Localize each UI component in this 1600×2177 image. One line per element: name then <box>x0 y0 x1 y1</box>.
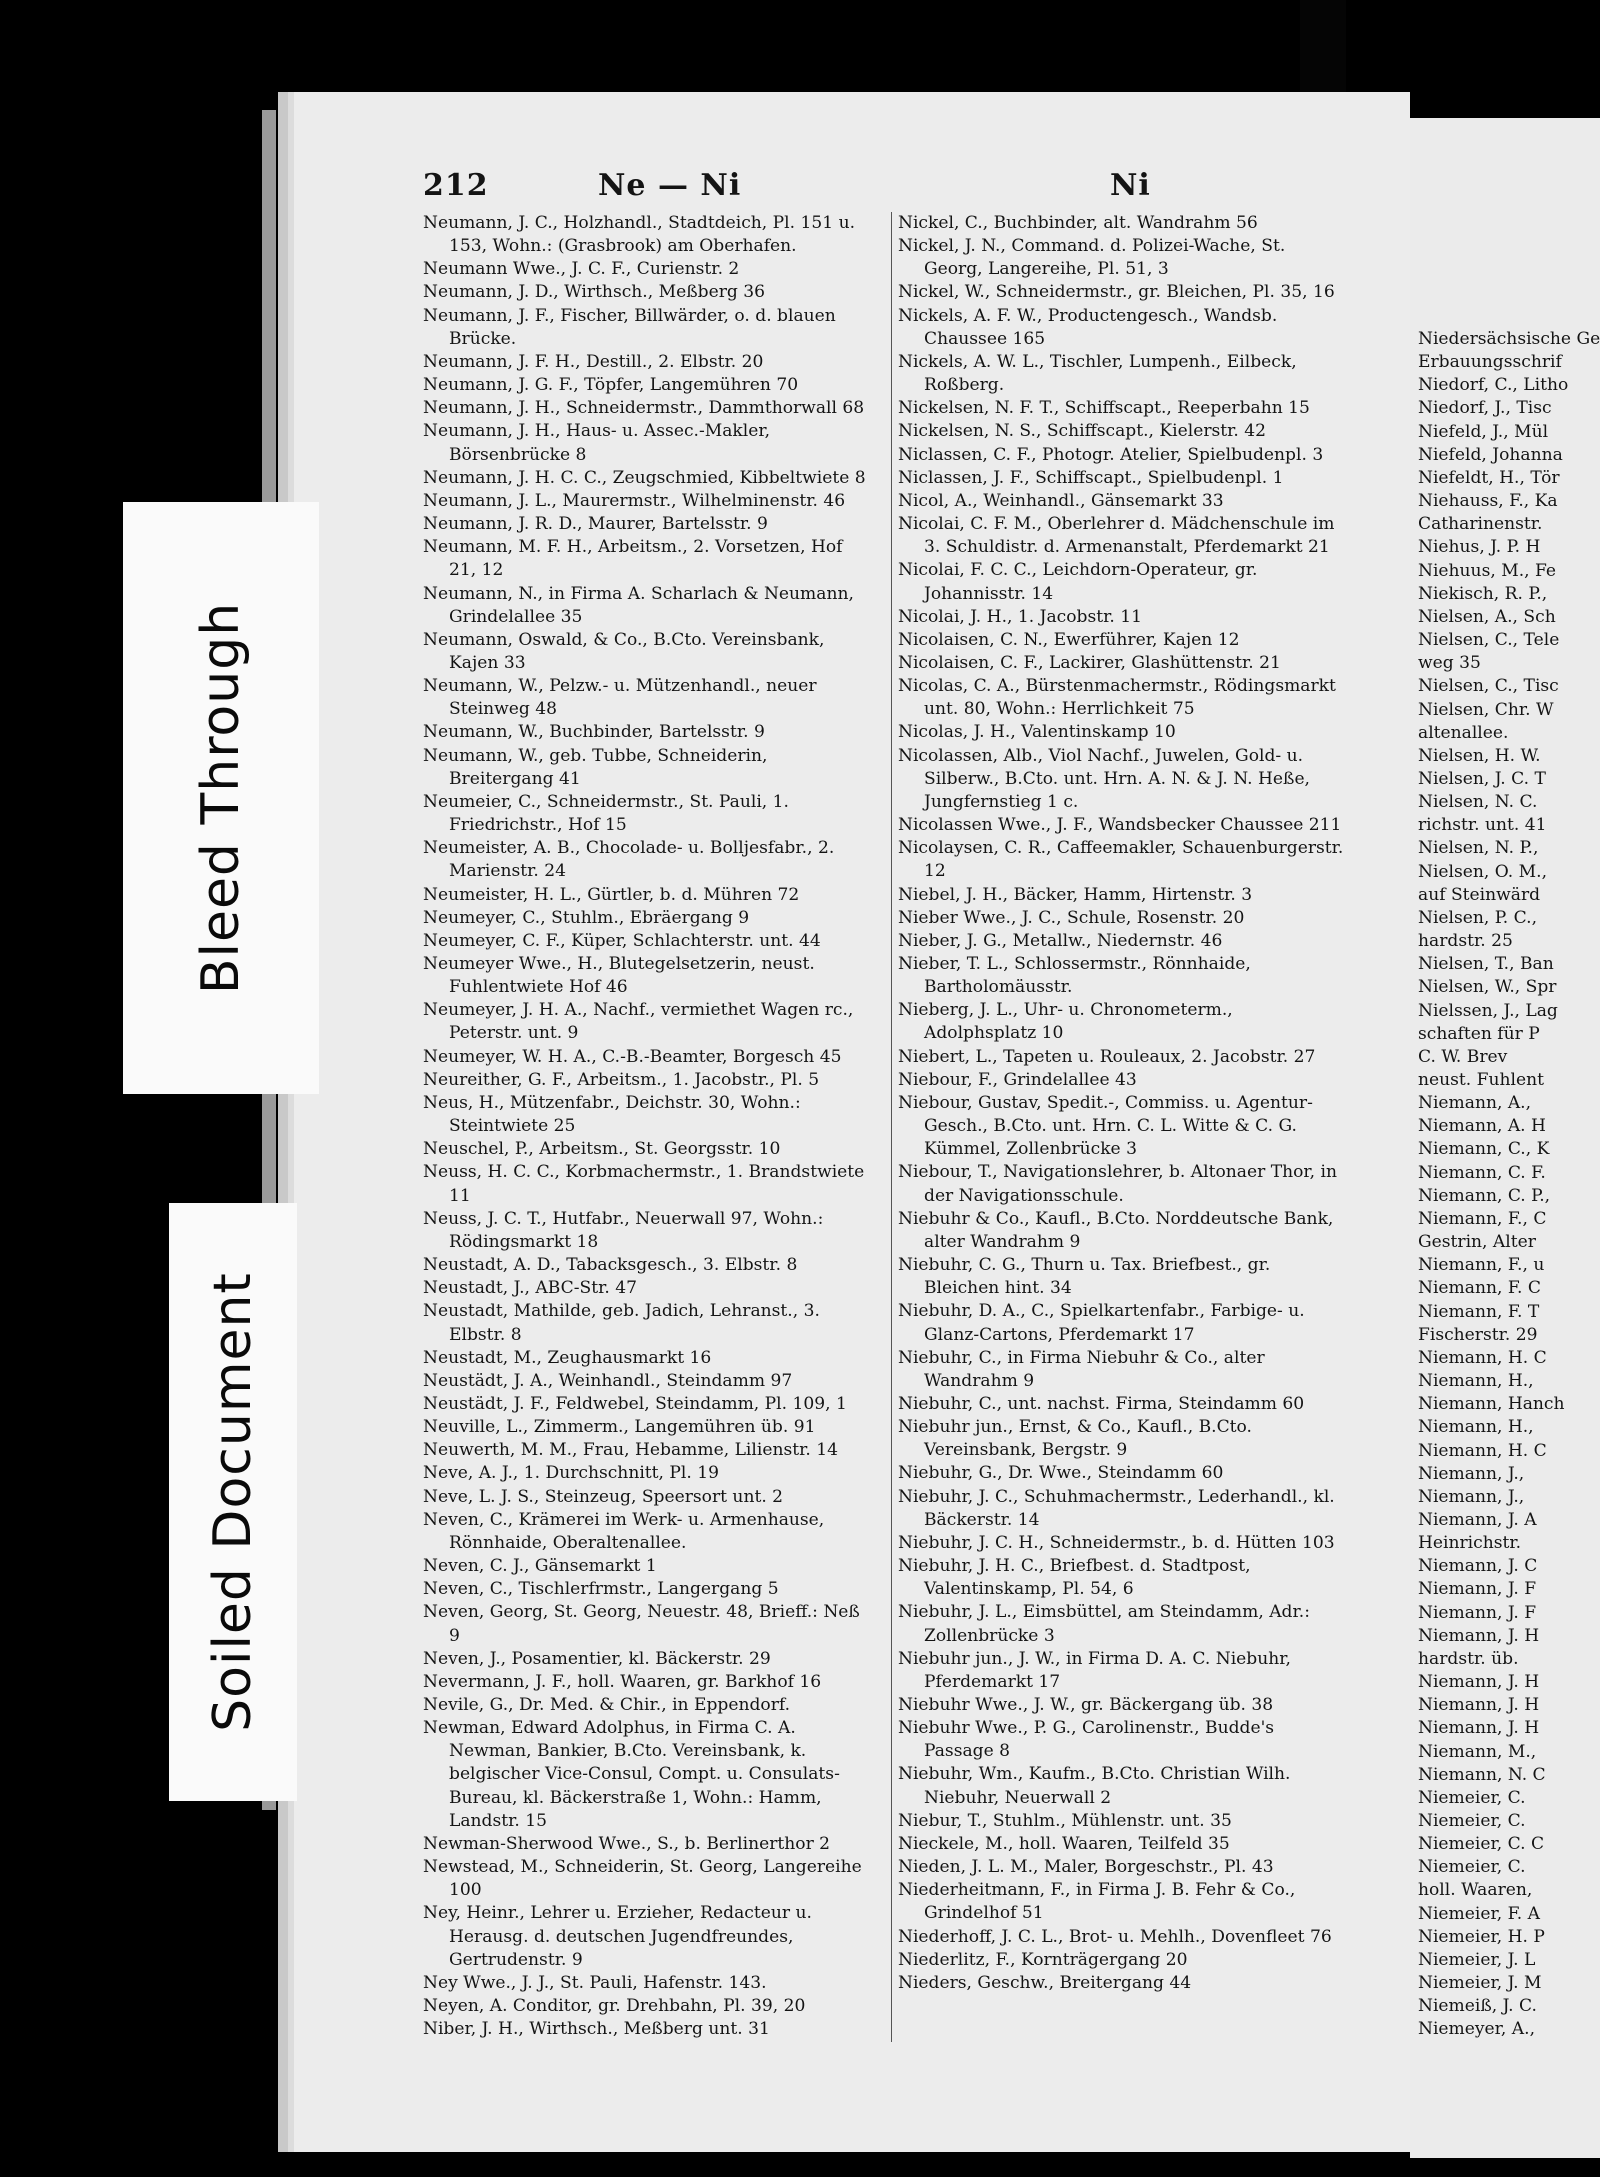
right-running-title: Ni <box>1110 168 1151 203</box>
directory-entry: Niclassen, C. F., Photogr. Atelier, Spielbudenpl. 3 <box>898 444 1324 465</box>
directory-entry: Neumeier, C., Schneidermstr., St. Pauli, 1. Friedrichstr., Hof 15 <box>423 791 789 836</box>
directory-entry: Neumeyer Wwe., H., Blutegelsetzerin, neust. Fuhlentwiete Hof 46 <box>423 954 815 998</box>
directory-entry: Heinrichstr. <box>1418 1533 1522 1554</box>
directory-entry: Neuss, J. C. T., Hutfabr., Neuerwall 97, Wohn.: Rödingsmarkt 18 <box>423 1208 824 1252</box>
directory-entry: Niedorf, C., Litho <box>1418 375 1569 396</box>
directory-entry: Nicolassen Wwe., J. F., Wandsbecker Chaussee 211 <box>898 815 1342 836</box>
directory-entry: Nicolai, C. F. M., Oberlehrer d. Mädchenschule im 3. Schuldistr. d. Armenanstalt, Pferdemarkt 21 <box>898 514 1335 558</box>
directory-entry: Nicolas, C. A., Bürstenmachermstr., Rödingsmarkt unt. 80, Wohn.: Herrlichkeit 75 <box>898 676 1336 720</box>
directory-entry: Niebuhr, G., Dr. Wwe., Steindamm 60 <box>898 1463 1224 1484</box>
directory-entry: Nicolassen, Alb., Viol Nachf., Juwelen, Gold- u. Silberw., B.Cto. unt. Hrn. A. N. & J. N. Heße, Jungfernstieg 1 c. <box>898 745 1310 812</box>
directory-entry: Nieber Wwe., J. C., Schule, Rosenstr. 20 <box>898 907 1245 928</box>
directory-entry: Niebuhr & Co., Kaufl., B.Cto. Norddeutsche Bank, alter Wandrahm 9 <box>898 1208 1334 1252</box>
directory-entry: Niemann, J., <box>1418 1463 1525 1484</box>
directory-entry: Nickelsen, N. S., Schiffscapt., Kielerstr. 42 <box>898 421 1267 442</box>
directory-entry: Nevermann, J. F., holl. Waaren, gr. Barkhof 16 <box>423 1671 822 1692</box>
directory-entry: C. W. Brev <box>1418 1046 1508 1067</box>
directory-entry: Nielsen, O. M., <box>1418 861 1548 882</box>
directory-entry: Neumeyer, C. F., Küper, Schlachterstr. unt. 44 <box>423 930 821 951</box>
directory-entry: Nieckele, M., holl. Waaren, Teilfeld 35 <box>898 1833 1230 1854</box>
directory-entry: Neumann, W., Pelzw.- u. Mützenhandl., neuer Steinweg 48 <box>423 676 817 720</box>
directory-entry: auf Steinwärd <box>1418 884 1541 905</box>
directory-entry: Niemann, J. H <box>1418 1672 1540 1693</box>
directory-entry: Newman-Sherwood Wwe., S., b. Berlinerthor 2 <box>423 1833 831 1854</box>
directory-entry: Nielsen, Chr. W <box>1418 699 1554 720</box>
directory-entry: Niemann, C., K <box>1418 1139 1550 1160</box>
directory-entry: Niemann, H. C <box>1418 1347 1547 1368</box>
directory-entry: Niemann, F. C <box>1418 1278 1541 1299</box>
middle-column <box>898 212 1346 1995</box>
directory-entry: Nielsen, N. C. <box>1418 792 1538 813</box>
directory-entry: Niemeier, C. C <box>1418 1834 1545 1855</box>
directory-entry: Neumann, J. L., Maurermstr., Wilhelminenstr. 46 <box>423 490 846 511</box>
directory-entry: Niebuhr, J. C., Schuhmachermstr., Lederhandl., kl. Bäckerstr. 14 <box>898 1486 1335 1530</box>
directory-entry: Niederheitmann, F., in Firma J. B. Fehr & Co., Grindelhof 51 <box>898 1880 1296 1924</box>
directory-entry: Niebuhr Wwe., P. G., Carolinenstr., Budde's Passage 8 <box>898 1718 1275 1762</box>
directory-entry: Neustadt, M., Zeughausmarkt 16 <box>423 1347 712 1368</box>
directory-entry: Nielsen, N. P., <box>1418 838 1539 859</box>
directory-entry: Niemann, C. F. <box>1418 1162 1546 1183</box>
directory-entry: Neustadt, Mathilde, geb. Jadich, Lehranst., 3. Elbstr. 8 <box>423 1301 820 1345</box>
directory-entry: Niefeldt, H., Tör <box>1418 467 1560 488</box>
directory-entry: Neumann, J. D., Wirthsch., Meßberg 36 <box>423 282 765 303</box>
right-page <box>1410 118 1600 2158</box>
directory-entry: Nielsen, P. C., <box>1418 907 1538 928</box>
directory-entry: Niemann, J. H <box>1418 1718 1540 1739</box>
directory-entry: Neumeister, H. L., Gürtler, b. d. Mühren 72 <box>423 884 800 905</box>
directory-entry: Neuschel, P., Arbeitsm., St. Georgsstr. 10 <box>423 1139 781 1160</box>
directory-entry: Niemann, M., <box>1418 1741 1537 1762</box>
directory-entry: Neumann Wwe., J. C. F., Curienstr. 2 <box>423 259 740 280</box>
directory-entry: Catharinenstr. <box>1418 514 1543 535</box>
directory-entry: Niemann, H., <box>1418 1371 1534 1392</box>
directory-entry: Neumann, J. F. H., Destill., 2. Elbstr. 20 <box>423 351 764 372</box>
directory-entry: Ney Wwe., J. J., St. Pauli, Hafenstr. 143. <box>423 1972 767 1993</box>
directory-entry: Ney, Heinr., Lehrer u. Erzieher, Redacteur u. Herausg. d. deutschen Jugendfreundes, Gertrudenstr. 9 <box>423 1903 812 1970</box>
directory-entry: Niebuhr jun., J. W., in Firma D. A. C. Niebuhr, Pferdemarkt 17 <box>898 1648 1291 1692</box>
directory-entry: Niebuhr, C. G., Thurn u. Tax. Briefbest., gr. Bleichen hint. 34 <box>898 1255 1271 1299</box>
directory-entry: Niemeier, H. P <box>1418 1926 1545 1947</box>
directory-entry: Neumann, J. H. C. C., Zeugschmied, Kibbeltwiete 8 <box>423 467 866 488</box>
bookmark-ribbon <box>1300 0 1346 100</box>
directory-entry: Niehus, J. P. H <box>1418 537 1541 558</box>
directory-entry: Erbauungsschrif <box>1418 352 1562 373</box>
directory-entry: Neureither, G. F., Arbeitsm., 1. Jacobstr., Pl. 5 <box>423 1069 820 1090</box>
directory-entry: hardstr. üb. <box>1418 1648 1519 1669</box>
directory-entry: Niemann, J. A <box>1418 1509 1537 1530</box>
directory-entry: Neumann, Oswald, & Co., B.Cto. Vereinsbank, Kajen 33 <box>423 629 825 673</box>
directory-entry: Niemeier, J. L <box>1418 1949 1536 1970</box>
directory-entry: Niemann, F., C <box>1418 1208 1547 1229</box>
directory-entry: Niefeld, Johanna <box>1418 444 1563 465</box>
directory-entry: richstr. unt. 41 <box>1418 815 1547 836</box>
directory-entry: Neumann, J. R. D., Maurer, Bartelsstr. 9 <box>423 514 768 535</box>
directory-entry: Nicolai, F. C. C., Leichdorn-Operateur, gr. Johannisstr. 14 <box>898 560 1258 604</box>
directory-entry: Niemeier, J. M <box>1418 1973 1542 1994</box>
directory-entry: Niebel, J. H., Bäcker, Hamm, Hirtenstr. 3 <box>898 884 1253 905</box>
directory-entry: Neumann, W., Buchbinder, Bartelsstr. 9 <box>423 722 765 743</box>
directory-entry: Nielsen, H. W. <box>1418 745 1541 766</box>
directory-entry: holl. Waaren, <box>1418 1880 1533 1901</box>
directory-entry: Niebuhr, J. L., Eimsbüttel, am Steindamm, Adr.: Zollenbrücke 3 <box>898 1602 1310 1646</box>
directory-entry: Neumeister, A. B., Chocolade- u. Bolljesfabr., 2. Marienstr. 24 <box>423 838 835 882</box>
directory-entry: Niehauss, F., Ka <box>1418 491 1558 512</box>
directory-entry: Niederlitz, F., Kornträgergang 20 <box>898 1949 1188 1970</box>
directory-entry: Nicolaisen, C. F., Lackirer, Glashüttenstr. 21 <box>898 652 1281 673</box>
directory-entry: Nieberg, J. L., Uhr- u. Chronometerm., Adolphsplatz 10 <box>898 1000 1233 1044</box>
column-divider <box>891 212 892 2042</box>
directory-entry: Niekisch, R. P., <box>1418 583 1548 604</box>
directory-entry: Neumann, J. G. F., Töpfer, Langemühren 70 <box>423 375 799 396</box>
directory-entry: Nicolai, J. H., 1. Jacobstr. 11 <box>898 606 1143 627</box>
directory-entry: Neumeyer, J. H. A., Nachf., vermiethet Wagen rc., Peterstr. unt. 9 <box>423 1000 854 1044</box>
directory-entry: Neustädt, J. A., Weinhandl., Steindamm 97 <box>423 1370 793 1391</box>
directory-entry: Neven, C. J., Gänsemarkt 1 <box>423 1556 657 1577</box>
directory-entry: Niederhoff, J. C. L., Brot- u. Mehlh., Dovenfleet 76 <box>898 1926 1332 1947</box>
directory-entry: Nielsen, C., Tele <box>1418 630 1560 651</box>
directory-entry: Niemann, J. H <box>1418 1695 1540 1716</box>
directory-entry: Niemeyer, A., <box>1418 2019 1536 2040</box>
directory-entry: Niebert, L., Tapeten u. Rouleaux, 2. Jacobstr. 27 <box>898 1046 1316 1067</box>
directory-entry: Niemann, H., <box>1418 1417 1534 1438</box>
page-number: 212 <box>423 168 489 203</box>
directory-entry: Nieders, Geschw., Breitergang 44 <box>898 1972 1192 1993</box>
directory-entry: Neve, A. J., 1. Durchschnitt, Pl. 19 <box>423 1463 719 1484</box>
directory-entry: Nicolaysen, C. R., Caffeemakler, Schauenburgerstr. 12 <box>898 838 1344 882</box>
directory-entry: Niebuhr jun., Ernst, & Co., Kaufl., B.Cto. Vereinsbank, Bergstr. 9 <box>898 1417 1252 1461</box>
directory-entry: weg 35 <box>1418 653 1481 674</box>
directory-entry: Niemann, J. F <box>1418 1602 1537 1623</box>
directory-entry: Neuville, L., Zimmerm., Langemühren üb. 91 <box>423 1417 816 1438</box>
directory-entry: Nieber, J. G., Metallw., Niedernstr. 46 <box>898 930 1223 951</box>
directory-entry: neust. Fuhlent <box>1418 1070 1544 1090</box>
directory-entry: Neumann, J. C., Holzhandl., Stadtdeich, Pl. 151 u. 153, Wohn.: (Grasbrook) am Oberhafen. <box>423 213 856 257</box>
directory-entry: altenallee. <box>1418 722 1509 743</box>
directory-entry: Niemann, N. C <box>1418 1764 1546 1785</box>
directory-entry: Nickel, J. N., Command. d. Polizei-Wache, St. Georg, Langereihe, Pl. 51, 3 <box>898 236 1286 280</box>
bleed-through-text: Bleed Through <box>191 601 251 995</box>
directory-entry: Neumann, N., in Firma A. Scharlach & Neumann, Grindelallee 35 <box>423 583 854 627</box>
directory-entry: Neumann, J. H., Haus- u. Assec.-Makler, Börsenbrücke 8 <box>423 421 771 465</box>
directory-entry: Niemeier, C. <box>1418 1787 1526 1808</box>
left-column <box>423 212 871 2041</box>
directory-entry: Niebuhr, Wm., Kaufm., B.Cto. Christian Wilh. Niebuhr, Neuerwall 2 <box>898 1764 1291 1808</box>
soiled-document-text: Soiled Document <box>203 1272 264 1732</box>
directory-entry: Niemeiß, J. C. <box>1418 1996 1537 2017</box>
directory-entry: Niemann, J., <box>1418 1486 1525 1507</box>
directory-entry: Neumann, M. F. H., Arbeitsm., 2. Vorsetzen, Hof 21, 12 <box>423 537 843 581</box>
directory-entry: Neyen, A. Conditor, gr. Drehbahn, Pl. 39, 20 <box>423 1996 806 2017</box>
directory-entry: Niemann, Hanch <box>1418 1394 1565 1415</box>
directory-entry: Niehuus, M., Fe <box>1418 560 1557 581</box>
directory-entry: Niclassen, J. F., Schiffscapt., Spielbudenpl. 1 <box>898 467 1284 488</box>
directory-entry: Nielsen, T., Ban <box>1418 954 1554 975</box>
directory-entry: Neumeyer, C., Stuhlm., Ebräergang 9 <box>423 907 750 928</box>
directory-entry: Niebuhr, J. H. C., Briefbest. d. Stadtpost, Valentinskamp, Pl. 54, 6 <box>898 1556 1251 1600</box>
directory-entry: Niemann, J. F <box>1418 1579 1537 1600</box>
directory-entry: Neumann, J. F., Fischer, Billwärder, o. d. blauen Brücke. <box>423 305 836 349</box>
directory-entry: Nickel, W., Schneidermstr., gr. Bleichen, Pl. 35, 16 <box>898 282 1335 303</box>
directory-entry: Nieber, T. L., Schlossermstr., Rönnhaide, Bartholomäusstr. <box>898 954 1251 998</box>
directory-entry: Nicolas, J. H., Valentinskamp 10 <box>898 722 1176 743</box>
directory-entry: Niemann, A. H <box>1418 1116 1546 1137</box>
directory-entry: Gestrin, Alter <box>1418 1232 1536 1253</box>
directory-entry: Fischerstr. 29 <box>1418 1324 1538 1345</box>
directory-entry: Niebour, T., Navigationslehrer, b. Altonaer Thor, in der Navigationsschule. <box>898 1162 1338 1206</box>
directory-entry: Neus, H., Mützenfabr., Deichstr. 30, Wohn.: Steintwiete 25 <box>423 1092 801 1137</box>
directory-entry: Niemann, F., u <box>1418 1255 1545 1276</box>
directory-entry: Neustadt, A. D., Tabacksgesch., 3. Elbstr. 8 <box>423 1255 798 1276</box>
directory-entry: Niefeld, J., Mül <box>1418 421 1549 442</box>
directory-entry: Nieden, J. L. M., Maler, Borgeschstr., Pl. 43 <box>898 1857 1274 1878</box>
directory-entry: Niebuhr, J. C. H., Schneidermstr., b. d. Hütten 103 <box>898 1532 1335 1553</box>
directory-entry: Nielssen, J., Lag <box>1418 1000 1558 1021</box>
directory-entry: Nickels, A. W. L., Tischler, Lumpenh., Eilbeck, Roßberg. <box>898 351 1297 396</box>
directory-entry: Nielsen, W., Spr <box>1418 977 1557 998</box>
directory-entry: Niemeier, C. <box>1418 1811 1526 1831</box>
directory-entry: Nielsen, A., Sch <box>1418 606 1556 627</box>
directory-entry: Neuss, H. C. C., Korbmachermstr., 1. Brandstwiete 11 <box>423 1162 865 1206</box>
directory-entry: schaften für P <box>1418 1023 1540 1044</box>
directory-entry: Newman, Edward Adolphus, in Firma C. A. Newman, Bankier, B.Cto. Vereinsbank, k. belgischer Vice-Consul, Compt. u. Consulats-Bureau, kl. Bäckerstraße 1, Wohn.: Hamm, Landstr. 15 <box>423 1718 840 1831</box>
directory-entry: Niedersächsische Ge <box>1418 329 1600 349</box>
right-column <box>1418 328 1600 2042</box>
soiled-document-label <box>169 1203 297 1801</box>
directory-entry: Niber, J. H., Wirthsch., Meßberg unt. 31 <box>423 2019 770 2040</box>
directory-entry: Nicol, A., Weinhandl., Gänsemarkt 33 <box>898 490 1224 511</box>
directory-entry: Niebuhr, C., in Firma Niebuhr & Co., alter Wandrahm 9 <box>898 1347 1265 1391</box>
directory-entry: Neven, J., Posamentier, kl. Bäckerstr. 29 <box>423 1648 771 1669</box>
directory-entry: Neumann, J. H., Schneidermstr., Dammthorwall 68 <box>423 398 865 419</box>
directory-entry: Neve, L. J. S., Steinzeug, Speersort unt. 2 <box>423 1486 784 1507</box>
directory-entry: Nickel, C., Buchbinder, alt. Wandrahm 56 <box>898 213 1258 233</box>
directory-entry: Niedorf, J., Tisc <box>1418 398 1552 419</box>
directory-entry: Neumann, W., geb. Tubbe, Schneiderin, Breitergang 41 <box>423 745 768 789</box>
directory-entry: Nevile, G., Dr. Med. & Chir., in Eppendorf. <box>423 1695 791 1715</box>
directory-entry: Nickelsen, N. F. T., Schiffscapt., Reeperbahn 15 <box>898 398 1310 419</box>
bleed-through-label <box>123 502 319 1094</box>
directory-entry: Neuwerth, M. M., Frau, Hebamme, Lilienstr. 14 <box>423 1440 839 1461</box>
directory-entry: Nielsen, C., Tisc <box>1418 676 1559 697</box>
directory-entry: Niemann, J. C <box>1418 1556 1538 1577</box>
directory-entry: Niebur, T., Stuhlm., Mühlenstr. unt. 35 <box>898 1810 1232 1831</box>
directory-entry: Niebuhr Wwe., J. W., gr. Bäckergang üb. 38 <box>898 1695 1274 1715</box>
directory-entry: Niebour, Gustav, Spedit.-, Commiss. u. Agentur-Gesch., B.Cto. unt. Hrn. C. L. Witte & C. G. Kümmel, Zollenbrücke 3 <box>898 1092 1313 1160</box>
directory-entry: Niebuhr, D. A., C., Spielkartenfabr., Farbige- u. Glanz-Cartons, Pferdemarkt 17 <box>898 1301 1305 1345</box>
directory-entry: Neven, Georg, St. Georg, Neuestr. 48, Brieff.: Neß 9 <box>423 1602 860 1646</box>
directory-entry: Niebour, F., Grindelallee 43 <box>898 1069 1137 1090</box>
directory-entry: Niemann, J. H <box>1418 1625 1540 1646</box>
directory-entry: Neustädt, J. F., Feldwebel, Steindamm, Pl. 109, 1 <box>423 1393 847 1414</box>
directory-entry: Neustadt, J., ABC-Str. 47 <box>423 1278 637 1299</box>
directory-entry: Neven, C., Tischlerfrmstr., Langergang 5 <box>423 1579 779 1600</box>
directory-entry: Niemann, A., <box>1418 1093 1532 1114</box>
directory-entry: Niemann, F. T <box>1418 1301 1540 1322</box>
directory-entry: Nicolaisen, C. N., Ewerführer, Kajen 12 <box>898 629 1240 650</box>
directory-entry: Niemeier, C. <box>1418 1857 1526 1878</box>
directory-entry: Neumeyer, W. H. A., C.-B.-Beamter, Borgesch 45 <box>423 1046 842 1067</box>
directory-entry: Newstead, M., Schneiderin, St. Georg, Langereihe 100 <box>423 1857 862 1901</box>
directory-entry: Nickels, A. F. W., Productengesch., Wandsb. Chaussee 165 <box>898 305 1278 349</box>
directory-entry: Niemann, H. C <box>1418 1440 1547 1461</box>
left-running-title: Ne — Ni <box>598 168 742 203</box>
directory-entry: hardstr. 25 <box>1418 931 1513 952</box>
directory-entry: Nielsen, J. C. T <box>1418 768 1546 789</box>
directory-entry: Niemann, C. P., <box>1418 1185 1551 1206</box>
directory-entry: Niebuhr, C., unt. nachst. Firma, Steindamm 60 <box>898 1393 1305 1414</box>
directory-entry: Niemeier, F. A <box>1418 1903 1541 1924</box>
directory-entry: Neven, C., Krämerei im Werk- u. Armenhause, Rönnhaide, Oberaltenallee. <box>423 1509 825 1553</box>
